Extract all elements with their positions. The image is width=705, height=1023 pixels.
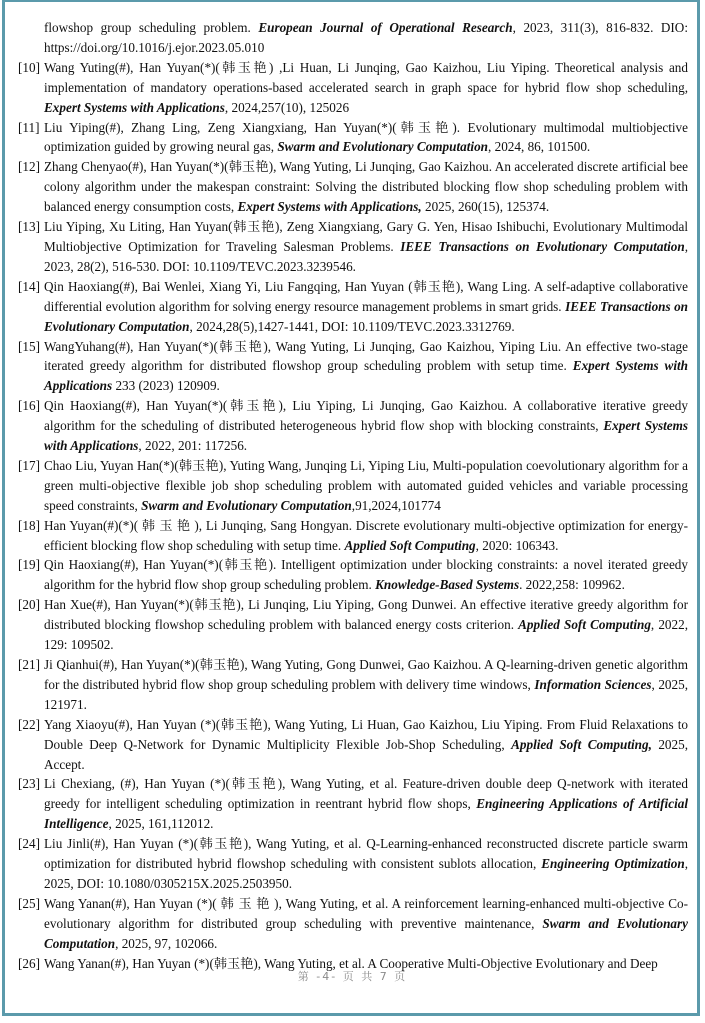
- reference-number: [26]: [18, 955, 40, 971]
- reference-text: Liu Yiping(#), Zhang Ling, Zeng Xiangxiang, Han Yuyan(*)(韩玉艳). Evolutionary multimodal multiobjective optimization guided by growing neural gas,: [44, 119, 688, 155]
- reference-item: [18, 516, 688, 556]
- reference-item: [18, 655, 688, 715]
- reference-number: [19]: [18, 557, 40, 573]
- reference-details: , 2025, 121971.: [44, 676, 688, 712]
- journal-name: Expert Systems with Applications: [44, 99, 225, 115]
- reference-number: [20]: [18, 597, 40, 613]
- reference-item: [18, 157, 688, 217]
- reference-text: Li Chexiang, (#), Han Yuyan (*)(韩玉艳), Wang Yuting, et al. Feature-driven double deep Q-network with iterated greedy for intelligent scheduling optimization in reentrant hybrid flow shops,: [44, 776, 688, 812]
- reference-text: Chao Liu, Yuyan Han(*)(韩玉艳), Yuting Wang, Junqing Li, Yiping Liu, Multi-population coevolutionary algorithm for a green multi-objective flexible job shop scheduling problem with automated guided vehicles and variable processing speed constraints,: [44, 457, 688, 513]
- reference-text: Wang Yanan(#), Han Yuyan (*)( 韩 玉 艳 ), Wang Yuting, et al. A reinforcement learning-enhanced multi-objective Co-evolutionary algorithm for distributed group scheduling with preventive maintenance,: [44, 895, 688, 931]
- reference-details: , 2024,257(10), 125026: [224, 99, 350, 115]
- reference-number: [24]: [18, 836, 40, 852]
- reference-details: , 2025, 161,112012.: [108, 816, 214, 832]
- reference-text: Qin Haoxiang(#), Han Yuyan(*)(韩玉艳). Intelligent optimization under blocking constraints: a novel iterated greedy algorithm for the hybrid flow shop group scheduling problem.: [44, 557, 688, 593]
- reference-details: , 2023, 311(3), 816-832. DIO: https://doi.org/10.1016/j.ejor.2023.05.010: [44, 20, 688, 55]
- journal-name: Applied Soft Computing: [518, 617, 651, 633]
- reference-text: Liu Jinli(#), Han Yuyan (*)(韩玉艳), Wang Yuting, et al. Q-Learning-enhanced reconstructed discrete particle swarm optimization for distributed hybrid flowshop scheduling with consistent sublots allocation,: [44, 836, 688, 872]
- reference-item: [18, 834, 688, 894]
- reference-number: [23]: [18, 776, 40, 792]
- reference-details: , 2025, DOI: 10.1080/0305215X.2025.2503950.: [44, 856, 688, 891]
- page-number-footer: 第 -4- 页 共 7 页: [297, 970, 408, 983]
- journal-name: Swarm and Evolutionary Computation: [44, 915, 688, 951]
- journal-name: Swarm and Evolutionary Computation: [141, 497, 352, 513]
- reference-details: 2025, 260(15), 125374.: [421, 199, 550, 215]
- reference-details: , 2022, 201: 117256.: [138, 438, 248, 454]
- reference-item: [18, 894, 688, 954]
- reference-number: [13]: [18, 219, 40, 235]
- reference-number: [12]: [18, 159, 40, 175]
- reference-text: flowshop group scheduling problem.: [44, 20, 259, 35]
- journal-name: IEEE Transactions on Evolutionary Computation: [400, 238, 685, 254]
- reference-text: Ji Qianhui(#), Han Yuyan(*)(韩玉艳), Wang Yuting, Gong Dunwei, Gao Kaizhou. A Q-learning-driven genetic algorithm for the distributed hybrid flow shop group scheduling problem with delivery time windows,: [44, 657, 688, 692]
- reference-list: [18, 18, 688, 974]
- reference-number: [14]: [18, 278, 40, 294]
- journal-name: Engineering Applications of Artificial Intelligence: [44, 796, 688, 832]
- journal-name: Expert Systems with Applications: [44, 358, 688, 394]
- journal-name: European Journal of Operational Research: [258, 20, 513, 35]
- journal-name: Engineering Optimization: [541, 856, 685, 872]
- reference-item: [18, 58, 688, 118]
- reference-item: [18, 715, 688, 775]
- reference-item: [18, 337, 688, 397]
- reference-number: [22]: [18, 716, 40, 732]
- reference-number: [25]: [18, 895, 40, 911]
- reference-item: [18, 595, 688, 655]
- reference-number: [17]: [18, 457, 40, 473]
- reference-details: . 2022,258: 109962.: [519, 577, 625, 593]
- reference-item: [18, 555, 688, 595]
- journal-name: Information Sciences: [534, 676, 652, 692]
- reference-details: , 2024, 86, 101500.: [488, 139, 591, 155]
- reference-item: [18, 118, 688, 158]
- reference-number: [16]: [18, 398, 40, 414]
- journal-name: Expert Systems with Applications,: [237, 199, 422, 215]
- reference-text: Yang Xiaoyu(#), Han Yuyan (*)(韩玉艳), Wang Yuting, Li Huan, Gao Kaizhou, Liu Yiping. From Fluid Relaxations to Double Deep Q-Network for Dynamic Multiplicity Flexible Job-Shop Scheduling,: [44, 716, 688, 752]
- reference-number: [21]: [18, 657, 40, 672]
- reference-details: , 2020: 106343.: [475, 537, 559, 553]
- reference-item: [18, 217, 688, 277]
- reference-item: [18, 774, 688, 834]
- reference-details: , 2023, 28(2), 516-530. DOI: 10.1109/TEVC.2023.3239546.: [44, 238, 688, 274]
- journal-name: Applied Soft Computing,: [511, 736, 652, 752]
- reference-details: , 2025, 97, 102066.: [115, 935, 218, 951]
- reference-number: [18]: [18, 517, 40, 533]
- reference-details: , 2024,28(5),1427-1441, DOI: 10.1109/TEVC.2023.3312769.: [189, 318, 515, 334]
- reference-number: [10]: [18, 59, 40, 75]
- reference-number: [11]: [18, 119, 40, 135]
- journal-name: IEEE Transactions on Evolutionary Computation: [44, 298, 689, 334]
- reference-text: Liu Yiping, Xu Liting, Han Yuyan(韩玉艳), Zeng Xiangxiang, Gary G. Yen, Hisao Ishibuchi, Evolutionary Multimodal Multiobjective Optimization for Traveling Salesman Problems.: [44, 219, 688, 254]
- journal-name: Swarm and Evolutionary Computation: [277, 139, 489, 155]
- reference-text: Wang Yuting(#), Han Yuyan(*)(韩玉艳) ,Li Huan, Li Junqing, Gao Kaizhou, Liu Yiping. Theoretical analysis and implementation of mandatory operations-based accelerated search in graph space for hybrid flow shop scheduling,: [44, 59, 688, 95]
- reference-item: [18, 456, 688, 516]
- reference-details: 2025, Accept.: [44, 736, 689, 772]
- journal-name: Applied Soft Computing: [344, 537, 476, 553]
- reference-text: Qin Haoxiang(#), Bai Wenlei, Xiang Yi, Liu Fangqing, Han Yuyan (韩玉艳), Wang Ling. A self-adaptive collaborative differential evolution algorithm for solving energy resource management problems in smart grids.: [44, 278, 688, 314]
- reference-item: [18, 277, 688, 337]
- journal-name: Expert Systems with Applications: [44, 418, 688, 454]
- reference-text: WangYuhang(#), Han Yuyan(*)(韩玉艳), Wang Yuting, Li Junqing, Gao Kaizhou, Yiping Liu. An effective two-stage iterated greedy algorithm for distributed flowshop group scheduling problem with setup time.: [44, 338, 688, 374]
- reference-text: Wang Yanan(#), Han Yuyan (*)(韩玉艳), Wang Yuting, et al. A Cooperative Multi-Objective Evolutionary and Deep: [44, 955, 658, 971]
- reference-details: 233 (2023) 120909.: [112, 378, 220, 394]
- reference-text: Qin Haoxiang(#), Han Yuyan(*)(韩玉艳), Liu Yiping, Li Junqing, Gao Kaizhou. A collaborative iterative greedy algorithm for the scheduling of distributed heterogeneous hybrid flow shop with blocking constraints,: [44, 398, 688, 434]
- reference-item: [18, 18, 688, 58]
- reference-item: [18, 396, 688, 456]
- reference-details: ,91,2024,101774: [351, 497, 441, 513]
- reference-details: , 2022, 129: 109502.: [44, 617, 689, 653]
- reference-text: Zhang Chenyao(#), Han Yuyan(*)(韩玉艳), Wang Yuting, Li Junqing, Gao Kaizhou. An accelerated discrete artificial bee colony algorithm under the makespan constraint: Solving the distributed blocking flow shop scheduling problem with balanced energy consumption costs,: [44, 159, 688, 215]
- reference-text: Han Xue(#), Han Yuyan(*)(韩玉艳), Li Junqing, Liu Yiping, Gong Dunwei. An effective iterative greedy algorithm for distributed blocking flowshop scheduling problem with balanced energy costs criterion.: [44, 597, 688, 633]
- reference-text: Han Yuyan(#)(*)( 韩 玉 艳 ), Li Junqing, Sang Hongyan. Discrete evolutionary multi-objective optimization for energy-efficient blocking flow shop scheduling with setup time.: [44, 517, 688, 553]
- reference-number: [15]: [18, 338, 40, 354]
- journal-name: Knowledge-Based Systems: [375, 577, 520, 593]
